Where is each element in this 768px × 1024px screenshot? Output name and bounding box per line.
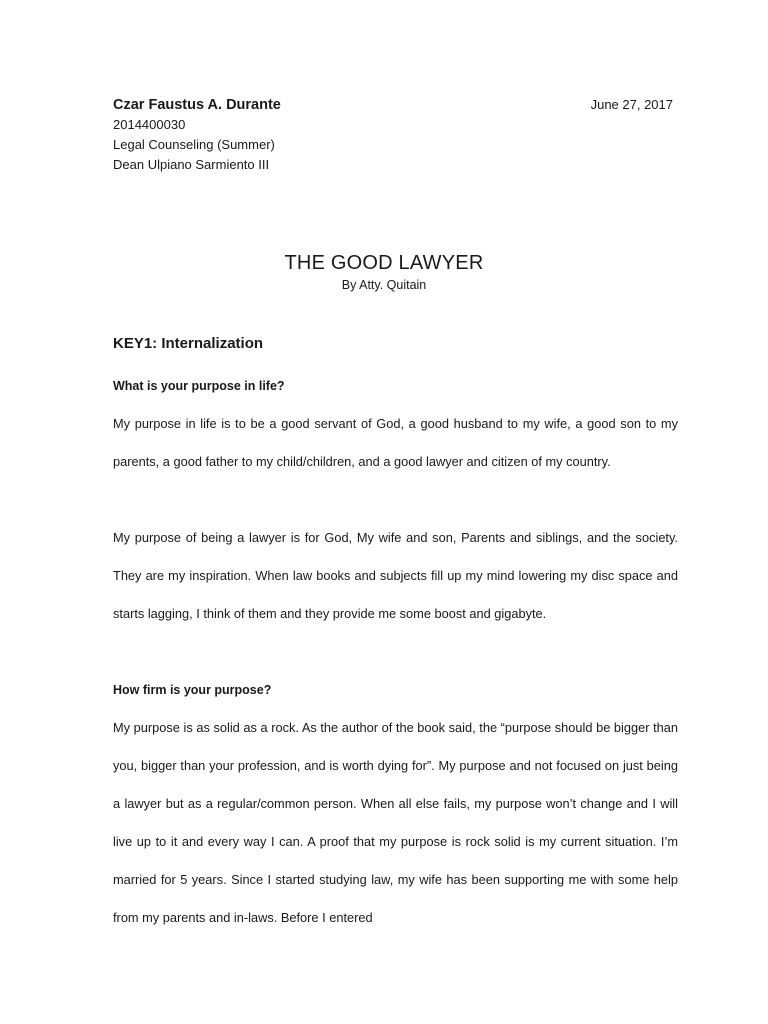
answer-1-paragraph-1: My purpose in life is to be a good servant of God, a good husband to my wife, a good son to my parents, a good father to my child/children, and a good lawyer and citizen of my country.	[113, 416, 678, 469]
title-block	[0, 250, 768, 294]
student-number: 2014400030	[113, 117, 186, 132]
document-byline: By Atty. Quitain	[341, 278, 427, 292]
document-title: THE GOOD LAWYER	[284, 252, 484, 274]
answer-2-paragraph-1: My purpose is as solid as a rock. As the author of the book said, the “purpose should be bigger than you, bigger than your profession, and is worth dying for”. My purpose and not focused on just being a lawyer but as a regular/common person. When all else fails, my purpose won’t change and I will live up to it and every way I can. A proof that my purpose is rock solid is my current situation. I’m married for 5 years. Since I started studying law, my wife has been supporting me with some help from my parents and in-laws. Before I entered	[113, 720, 678, 925]
author-name: Czar Faustus A. Durante	[113, 97, 281, 113]
question-2: How firm is your purpose?	[113, 683, 272, 697]
course-name: Legal Counseling (Summer)	[113, 137, 275, 152]
document-date: June 27, 2017	[590, 97, 673, 112]
answer-1-paragraph-2: My purpose of being a lawyer is for God, My wife and son, Parents and siblings, and the society. They are my inspiration. When law books and subjects fill up my mind lowering my disc space and starts lagging, I think of them and they provide me some boost and gigabyte.	[113, 530, 678, 621]
section-heading: KEY1: Internalization	[113, 335, 264, 352]
instructor-name: Dean Ulpiano Sarmiento III	[113, 157, 270, 172]
document-header	[113, 95, 673, 175]
question-1: What is your purpose in life?	[113, 379, 285, 393]
